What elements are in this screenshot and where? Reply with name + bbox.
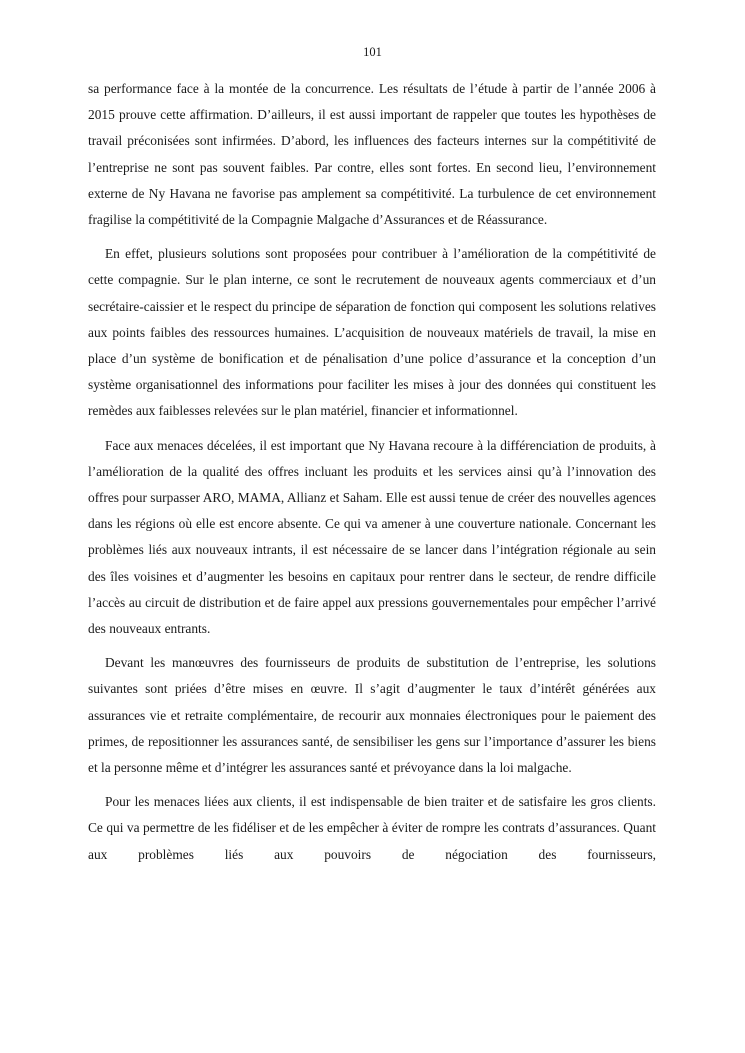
body-text — [88, 76, 656, 876]
paragraph-conclusion-hypotheses: sa performance face à la montée de la concurrence. Les résultats de l’étude à partir de l’année 2006 à 2015 prouve cette affirmation. D’ailleurs, il est aussi important de rappeler que toutes les hypothèses de travail préconisées sont infirmées. D’abord, les influences des facteurs internes sur la compétitivité de l’entreprise ne sont pas souvent faibles. Par contre, elles sont fortes. En second lieu, l’environnement externe de Ny Havana ne favorise pas amplement sa compétitivité. La turbulence de cet environnement fragilise la compétitivité de la Compagnie Malgache d’Assurances et de Réassurance. — [88, 81, 656, 228]
paragraph-internal-solutions: En effet, plusieurs solutions sont proposées pour contribuer à l’amélioration de la compétitivité de cette compagnie. Sur le plan interne, ce sont le recrutement de nouveaux agents commerciaux et d’un secrétaire-caissier et le respect du principe de séparation de fonction qui composent les solutions relatives aux points faibles des ressources humaines. L’acquisition de nouveaux matériels de travail, la mise en place d’un système de bonification et de pénalisation d’une police d’assurance et la conception d’un système organisationnel des informations pour faciliter les mises à jour des données qui constituent les remèdes aux faiblesses relevées sur le plan matériel, financier et informationnel. — [88, 246, 656, 419]
paragraph-competitor-threats: Face aux menaces décelées, il est important que Ny Havana recoure à la différenciation de produits, à l’amélioration de la qualité des offres incluant les produits et les services ainsi qu’à l’innovation des offres pour surpasser ARO, MAMA, Allianz et Saham. Elle est aussi tenue de créer des nouvelles agences dans les régions où elle est encore absente. Ce qui va amener à une couverture nationale. Concernant les problèmes liés aux nouveaux intrants, il est nécessaire de se lancer dans l’intégration régionale au sein des îles voisines et d’augmenter les besoins en capitaux pour rentrer dans le secteur, de rendre difficile l’accès au circuit de distribution et de faire appel aux pressions gouvernementales pour empêcher l’arrivé des nouveaux entrants. — [88, 437, 656, 637]
page-number: 101 — [363, 45, 382, 59]
paragraph-substitute-products: Devant les manœuvres des fournisseurs de produits de substitution de l’entreprise, les solutions suivantes sont priées d’être mises en œuvre. Il s’agit d’augmenter le taux d’intérêt générées aux assurances vie et retraite complémentaire, de recourir aux monnaies électroniques pour le paiement des primes, de repositionner les assurances santé, de sensibiliser les gens sur l’importance d’assurer les biens et la personne même et d’intégrer les assurances santé et prévoyance dans la loi malgache. — [88, 655, 656, 776]
paragraph-client-threats: Pour les menaces liées aux clients, il est indispensable de bien traiter et de satisfaire les gros clients. Ce qui va permettre de les fidéliser et de les empêcher à éviter de rompre les contrats d’assurances. Quant aux problèmes liés aux pouvoirs de négociation des fournisseurs, — [88, 794, 656, 862]
